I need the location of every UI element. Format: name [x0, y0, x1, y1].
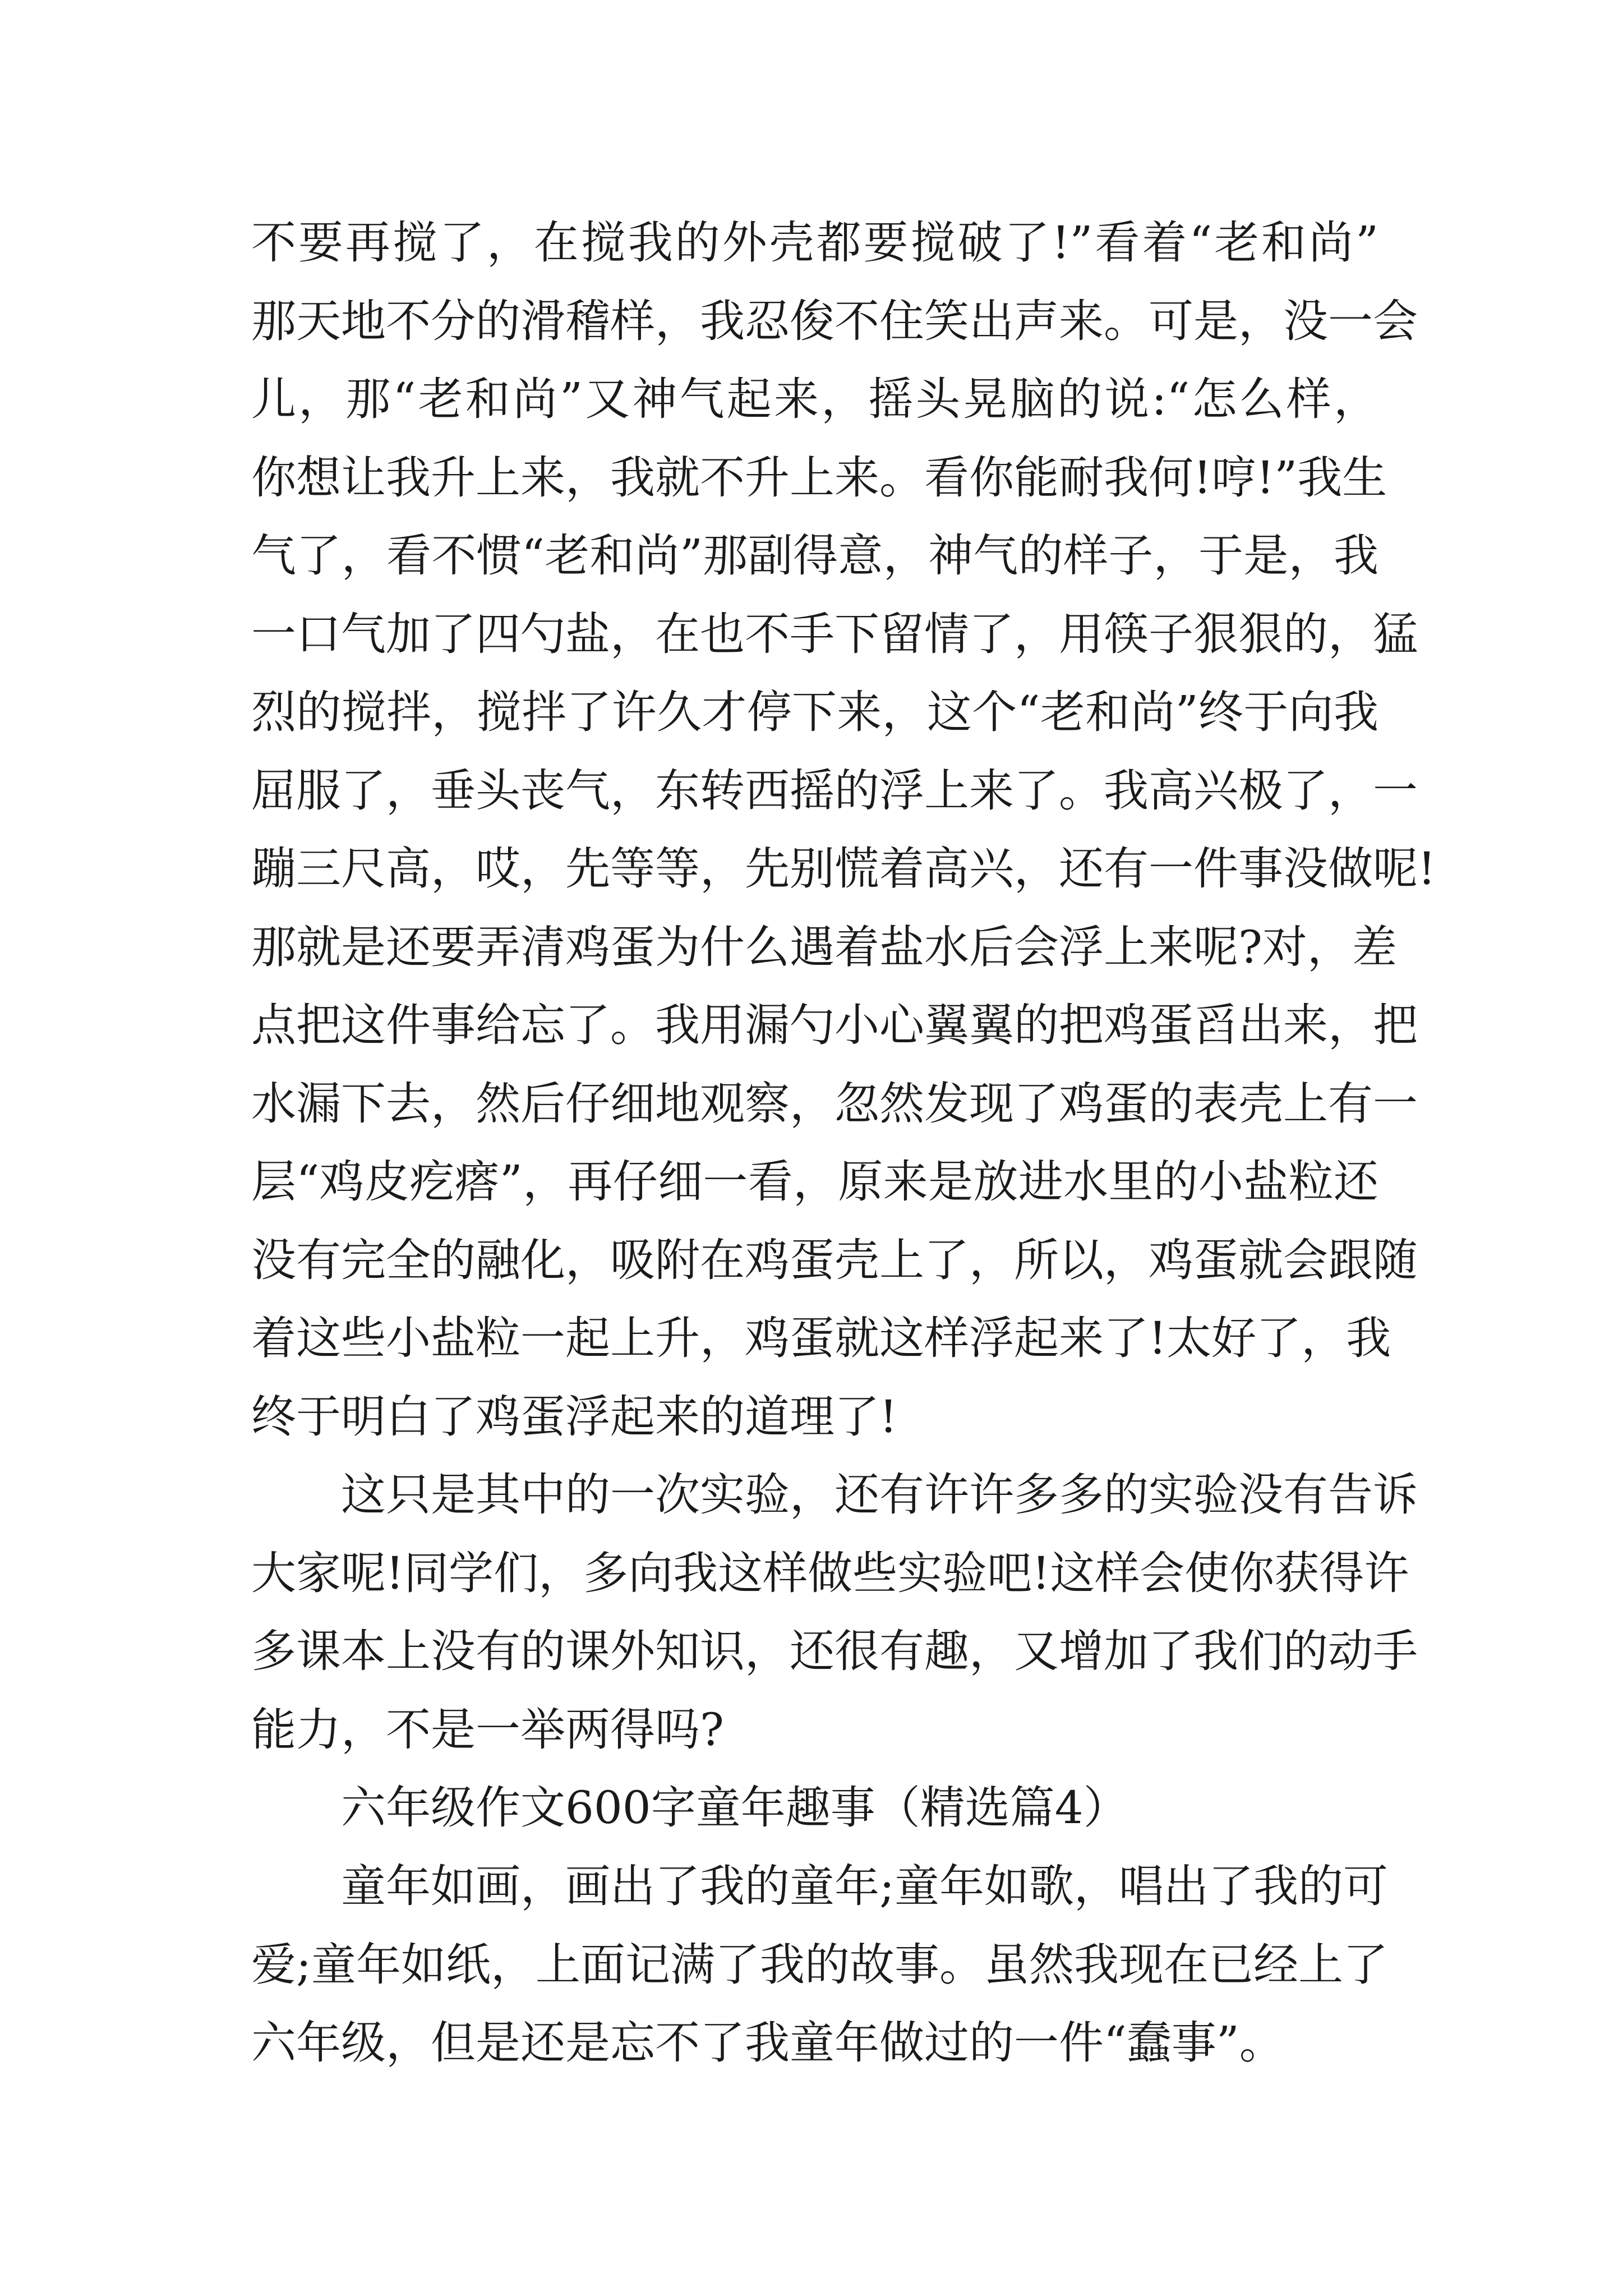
paragraph-1-line: 屈服了，垂头丧气，东转西摇的浮上来了。我高兴极了，一 [251, 764, 1418, 817]
paragraph-1-line: 层“鸡皮疙瘩”，再仔细一看，原来是放进水里的小盐粒还 [251, 1156, 1378, 1208]
paragraph-2-line: 多课本上没有的课外知识，还很有趣，又增加了我们的动手 [251, 1625, 1418, 1677]
paragraph-3-line: 爱;童年如纸，上面记满了我的故事。虽然我现在已经上了 [251, 1938, 1388, 1991]
paragraph-1-line: 那天地不分的滑稽样，我忍俊不住笑出声来。可是，没一会 [251, 295, 1418, 347]
paragraph-1-line: 没有完全的融化，吸附在鸡蛋壳上了，所以，鸡蛋就会跟随 [251, 1234, 1418, 1286]
paragraph-1 [251, 204, 1436, 1456]
paragraph-1-line: 烈的搅拌，搅拌了许久才停下来，这个“老和尚”终于向我 [251, 686, 1378, 738]
paragraph-1-line: 点把这件事给忘了。我用漏勺小心翼翼的把鸡蛋舀出来，把 [251, 999, 1418, 1051]
paragraph-3-line: 六年级，但是还是忘不了我童年做过的一件“蠢事”。 [251, 2017, 1284, 2069]
paragraph-3-line: 童年如画，画出了我的童年;童年如歌，唱出了我的可 [341, 1860, 1388, 1912]
paragraph-2-line: 能力，不是一举两得吗? [251, 1703, 724, 1756]
paragraph-1-line: 一口气加了四勺盐，在也不手下留情了，用筷子狠狠的，猛 [251, 608, 1418, 660]
heading-block [251, 1769, 1378, 1847]
paragraph-1-line: 不要再搅了，在搅我的外壳都要搅破了!”看着“老和尚” [251, 217, 1378, 269]
paragraph-2 [251, 1456, 1418, 1769]
section-heading: 六年级作文600字童年趣事（精选篇4） [341, 1782, 1128, 1834]
paragraph-2-line: 大家呢!同学们，多向我这样做些实验吧!这样会使你获得许 [251, 1547, 1409, 1599]
paragraph-1-line: 气了，看不惯“老和尚”那副得意，神气的样子，于是，我 [251, 530, 1378, 582]
paragraph-3 [251, 1847, 1388, 2082]
paragraph-1-line: 你想让我升上来，我就不升上来。看你能耐我何!哼!”我生 [251, 451, 1387, 504]
paragraph-2-line: 这只是其中的一次实验，还有许许多多的实验没有告诉 [341, 1469, 1418, 1521]
paragraph-1-line: 着这些小盐粒一起上升，鸡蛋就这样浮起来了!太好了，我 [251, 1312, 1391, 1364]
paragraph-1-line: 蹦三尺高，哎，先等等，先别慌着高兴，还有一件事没做呢! [251, 843, 1436, 895]
paragraph-1-line: 终于明白了鸡蛋浮起来的道理了! [251, 1390, 898, 1443]
paragraph-1-line: 儿，那“老和尚”又神气起来，摇头晃脑的说:“怎么样， [251, 373, 1378, 425]
paragraph-1-line: 那就是还要弄清鸡蛋为什么遇着盐水后会浮上来呢?对，差 [251, 921, 1397, 973]
paragraph-1-line: 水漏下去，然后仔细地观察，忽然发现了鸡蛋的表壳上有一 [251, 1077, 1418, 1130]
